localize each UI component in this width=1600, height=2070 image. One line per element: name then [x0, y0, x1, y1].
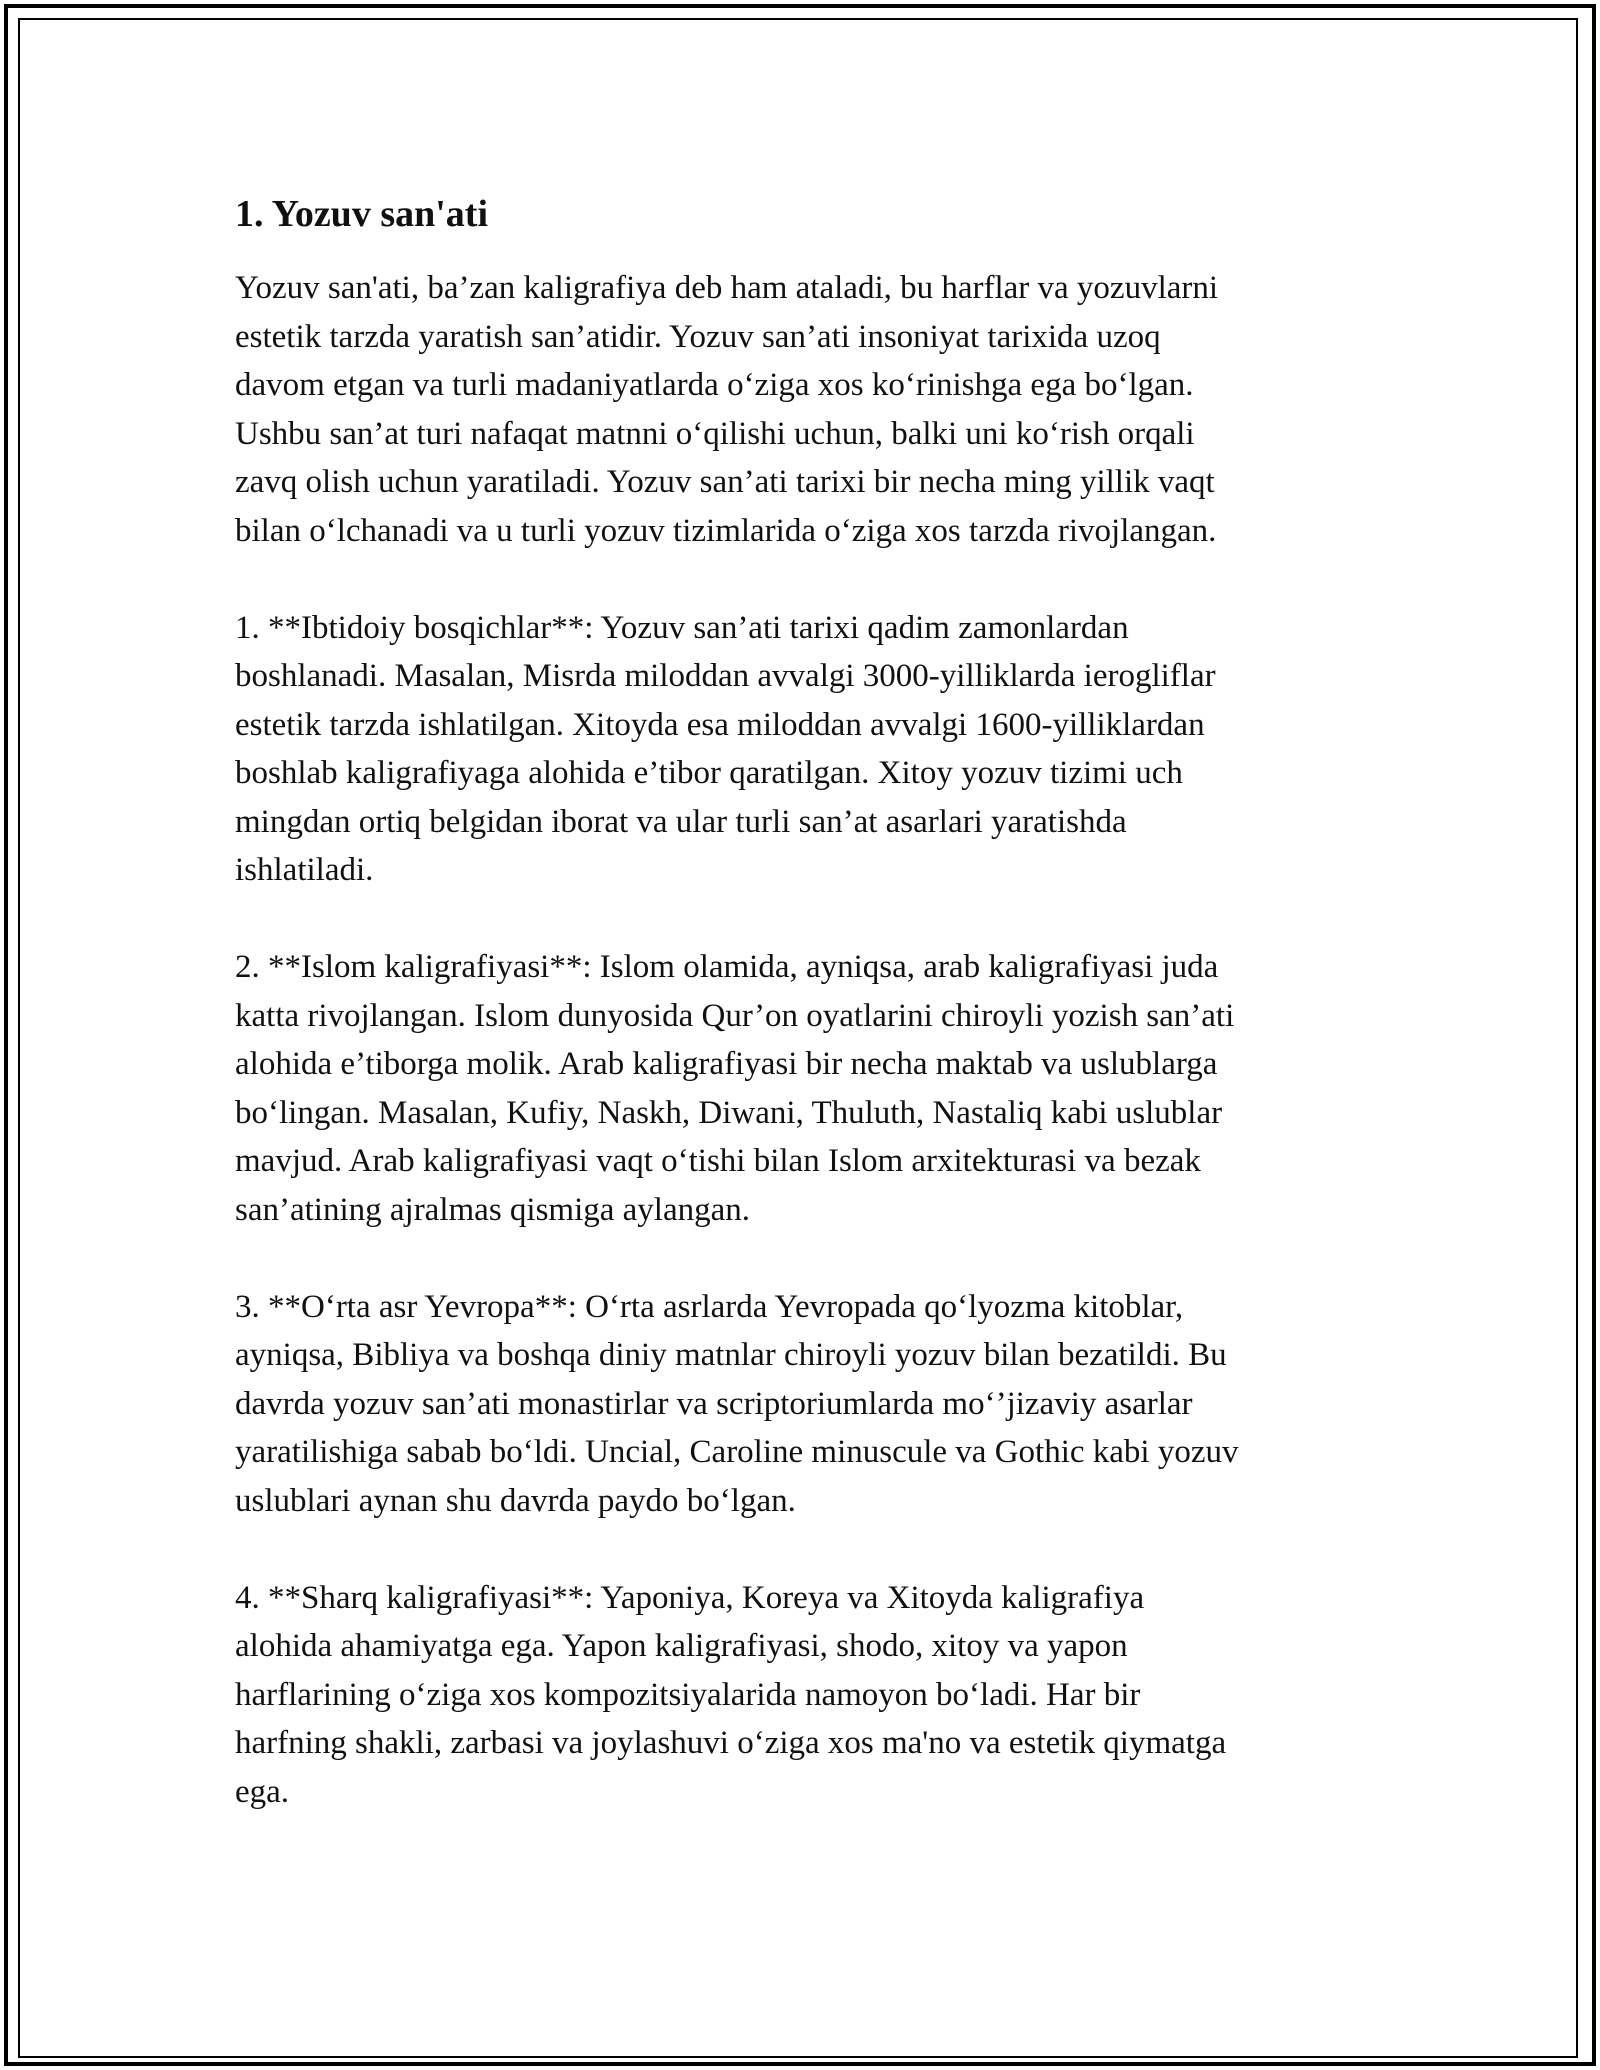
list-item-paragraph: 3. **O‘rta asr Yevropa**: O‘rta asrlarda Yevropada qo‘lyozma kitoblar, ayniqsa, Bibliya va boshqa diniy matnlar chiroyli yozuv bilan bezatildi. Bu davrda yozuv san’ati monastirlar va scriptoriumlarda mo‘’jizaviy asarlar yaratilishiga sabab bo‘ldi. Uncial, Caroline minuscule va Gothic kabi yozuv uslublari aynan shu davrda paydo bo‘lgan.	[235, 1288, 1239, 1519]
list-item-paragraph: 4. **Sharq kaligrafiyasi**: Yaponiya, Koreya va Xitoyda kaligrafiya alohida ahamiyatga ega. Yapon kaligrafiyasi, shodo, xitoy va yapon harflarining o‘ziga xos kompozitsiyalarida namoyon bo‘ladi. Har bir harfning shakli, zarbasi va joylashuvi o‘ziga xos ma'no va estetik qiymatga ega.	[235, 1579, 1227, 1810]
document-body	[235, 188, 1365, 1865]
list-item-paragraph: 2. **Islom kaligrafiyasi**: Islom olamida, ayniqsa, arab kaligrafiyasi juda katta rivojlangan. Islom dunyosida Qur’on oyatlarini chiroyli yozish san’ati alohida e’tiborga molik. Arab kaligrafiyasi bir necha maktab va uslublarga bo‘lingan. Masalan, Kufiy, Naskh, Diwani, Thuluth, Nastaliq kabi uslublar mavjud. Arab kaligrafiyasi vaqt o‘tishi bilan Islom arxitekturasi va bezak san’atining ajralmas qismiga aylangan.	[235, 949, 1235, 1228]
intro-paragraph: Yozuv san'ati, ba’zan kaligrafiya deb ham ataladi, bu harflar va yozuvlarni estetik tarzda yaratish san’atidir. Yozuv san’ati insoniyat tarixida uzoq davom etgan va turli madaniyatlarda o‘ziga xos ko‘rinishga ega bo‘lgan. Ushbu san’at turi nafaqat matnni o‘qilishi uchun, balki uni ko‘rish orqali zavq olish uchun yaratiladi. Yozuv san’ati tarixi bir necha ming yillik vaqt bilan o‘lchanadi va u turli yozuv tizimlarida o‘ziga xos tarzda rivojlangan.	[235, 270, 1219, 549]
section-title: 1. Yozuv san'ati	[235, 193, 489, 235]
list-item-paragraph: 1. **Ibtidoiy bosqichlar**: Yozuv san’ati tarixi qadim zamonlardan boshlanadi. Masalan, Misrda miloddan avvalgi 3000-yilliklarda ierogliflar estetik tarzda ishlatilgan. Xitoyda esa miloddan avvalgi 1600-yilliklardan boshlab kaligrafiyaga alohida e’tibor qaratilgan. Xitoy yozuv tizimi uch mingdan ortiq belgidan iborat va ular turli san’at asarlari yaratishda ishlatiladi.	[235, 609, 1216, 888]
